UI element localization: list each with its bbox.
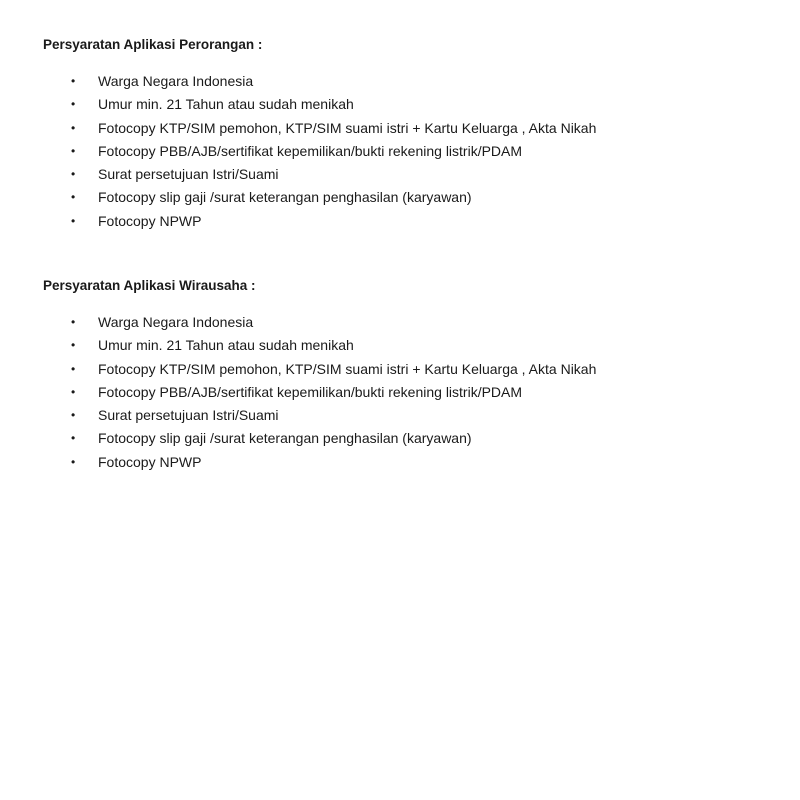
- list-item: [43, 381, 763, 404]
- list-item-text: Fotocopy NPWP: [98, 212, 202, 229]
- requirements-list: [43, 70, 763, 233]
- list-item-text: Fotocopy slip gaji /surat keterangan penghasilan (karyawan): [98, 189, 472, 206]
- bullet-icon: •: [71, 338, 76, 353]
- list-item-text: Surat persetujuan Istri/Suami: [98, 407, 279, 424]
- list-item: [43, 93, 763, 116]
- requirements-list: [43, 311, 763, 474]
- list-item-text: Fotocopy KTP/SIM pemohon, KTP/SIM suami istri + Kartu Keluarga , Akta Nikah: [98, 119, 597, 136]
- bullet-icon: •: [71, 384, 76, 399]
- section-perorangan: [43, 36, 763, 233]
- bullet-icon: •: [71, 361, 76, 376]
- section-title: Persyaratan Aplikasi Wirausaha :: [43, 278, 256, 293]
- bullet-icon: •: [71, 190, 76, 205]
- list-item-text: Fotocopy KTP/SIM pemohon, KTP/SIM suami istri + Kartu Keluarga , Akta Nikah: [98, 360, 597, 377]
- list-item-text: Surat persetujuan Istri/Suami: [98, 166, 279, 183]
- list-item: [43, 311, 763, 334]
- bullet-icon: •: [71, 315, 76, 329]
- list-item-text: Warga Negara Indonesia: [98, 73, 254, 89]
- bullet-icon: •: [71, 74, 76, 88]
- list-item: [43, 404, 763, 427]
- list-item: [43, 70, 763, 93]
- bullet-icon: •: [71, 97, 76, 112]
- list-item: [43, 140, 763, 163]
- bullet-icon: •: [71, 120, 76, 135]
- list-item: [43, 334, 763, 357]
- list-item-text: Fotocopy PBB/AJB/sertifikat kepemilikan/bukti rekening listrik/PDAM: [98, 142, 523, 159]
- bullet-icon: •: [71, 167, 76, 182]
- bullet-icon: •: [71, 213, 76, 228]
- section-title: Persyaratan Aplikasi Perorangan :: [43, 37, 263, 52]
- bullet-icon: •: [71, 143, 76, 158]
- list-item: [43, 163, 763, 186]
- list-item: [43, 358, 763, 381]
- list-item: [43, 117, 763, 140]
- bullet-icon: •: [71, 454, 76, 469]
- list-item-text: Fotocopy slip gaji /surat keterangan penghasilan (karyawan): [98, 430, 472, 447]
- bullet-icon: •: [71, 431, 76, 446]
- list-item: [43, 451, 763, 474]
- list-item: [43, 186, 763, 209]
- list-item-text: Warga Negara Indonesia: [98, 314, 254, 330]
- list-item: [43, 210, 763, 233]
- list-item-text: Umur min. 21 Tahun atau sudah menikah: [98, 337, 354, 354]
- list-item: [43, 427, 763, 450]
- section-wirausaha: [43, 277, 763, 474]
- list-item-text: Fotocopy NPWP: [98, 453, 202, 470]
- list-item-text: Fotocopy PBB/AJB/sertifikat kepemilikan/bukti rekening listrik/PDAM: [98, 383, 523, 400]
- bullet-icon: •: [71, 408, 76, 423]
- list-item-text: Umur min. 21 Tahun atau sudah menikah: [98, 96, 354, 113]
